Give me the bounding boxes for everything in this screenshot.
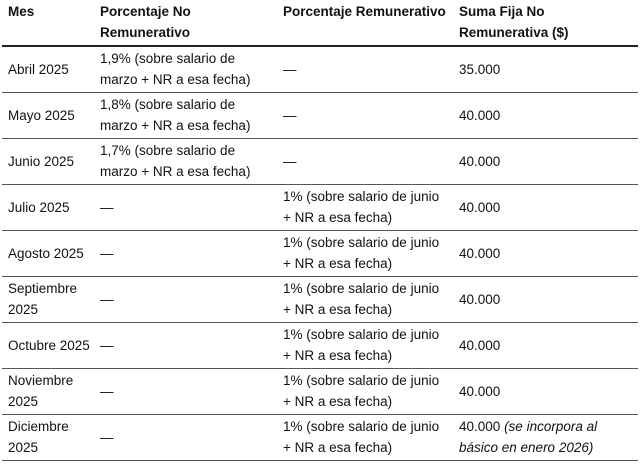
table-row [2,139,638,185]
cell-no-rem-pct: — [100,429,114,445]
cell-mes: Junio 2025 [8,153,75,169]
cell-rem-pct: 1% (sobre salario de junio + NR a esa fecha) [283,189,440,225]
header-suma-fija: Suma Fija No Remunerativa ($) [459,4,569,40]
cell-mes: Diciembre 2025 [8,419,69,455]
suma-fija-value: 35.000 [459,61,501,77]
cell-suma-fija [453,93,638,139]
cell-no-rem-pct: 1,7% (sobre salario de marzo + NR a esa fecha) [100,143,251,179]
header-porcentaje-remunerativo: Porcentaje Remunerativo [283,4,446,19]
suma-fija-value: 40.000 [459,383,501,399]
suma-fija-value: 40.000 [459,153,501,169]
cell-rem-pct: 1% (sobre salario de junio + NR a esa fecha) [283,281,440,317]
cell-mes: Noviembre 2025 [8,373,74,409]
cell-mes: Abril 2025 [8,61,69,77]
cell-mes: Septiembre 2025 [8,281,78,317]
header-row [2,0,638,46]
cell-no-rem-pct: 1,8% (sobre salario de marzo + NR a esa fecha) [100,97,251,133]
cell-rem-pct: — [283,153,297,169]
cell-rem-pct: — [283,61,297,77]
table-row [2,185,638,231]
cell-mes: Julio 2025 [8,199,70,215]
cell-suma-fija [453,46,638,93]
table-row [2,415,638,461]
suma-fija-note: (se incorpora al básico en enero 2026) [459,419,598,455]
cell-suma-fija [453,139,638,185]
cell-mes: Octubre 2025 [8,337,90,353]
cell-rem-pct: 1% (sobre salario de junio + NR a esa fecha) [283,235,440,271]
cell-suma-fija [453,277,638,323]
cell-no-rem-pct: 1,9% (sobre salario de marzo + NR a esa fecha) [100,51,251,87]
suma-fija-value: 40.000 [459,107,501,123]
suma-fija-value: 40.000 [459,199,501,215]
cell-rem-pct: — [283,107,297,123]
suma-fija-value: 40.000 [459,291,501,307]
table-row [2,231,638,277]
header-mes: Mes [8,4,35,19]
cell-suma-fija [453,415,638,461]
cell-mes: Agosto 2025 [8,245,84,261]
cell-suma-fija [453,323,638,369]
cell-no-rem-pct: — [100,245,114,261]
table-row [2,323,638,369]
suma-fija-value: 40.000 [459,337,501,353]
table-row [2,46,638,93]
suma-fija-value: 40.000 [459,419,501,434]
suma-fija-value: 40.000 [459,245,501,261]
cell-suma-fija [453,231,638,277]
table-row [2,93,638,139]
cell-rem-pct: 1% (sobre salario de junio + NR a esa fecha) [283,327,440,363]
cell-mes: Mayo 2025 [8,107,75,123]
cell-suma-fija [453,369,638,415]
cell-no-rem-pct: — [100,337,114,353]
table-row [2,369,638,415]
cell-suma-fija [453,185,638,231]
cell-no-rem-pct: — [100,383,114,399]
cell-rem-pct: 1% (sobre salario de junio + NR a esa fecha) [283,373,440,409]
table-row [2,277,638,323]
cell-rem-pct: 1% (sobre salario de junio + NR a esa fecha) [283,419,440,455]
cell-no-rem-pct: — [100,291,114,307]
header-porcentaje-no-remunerativo: Porcentaje No Remunerativo [100,4,191,40]
cell-no-rem-pct: — [100,199,114,215]
table-body [2,46,638,461]
salary-increase-table [2,0,638,461]
